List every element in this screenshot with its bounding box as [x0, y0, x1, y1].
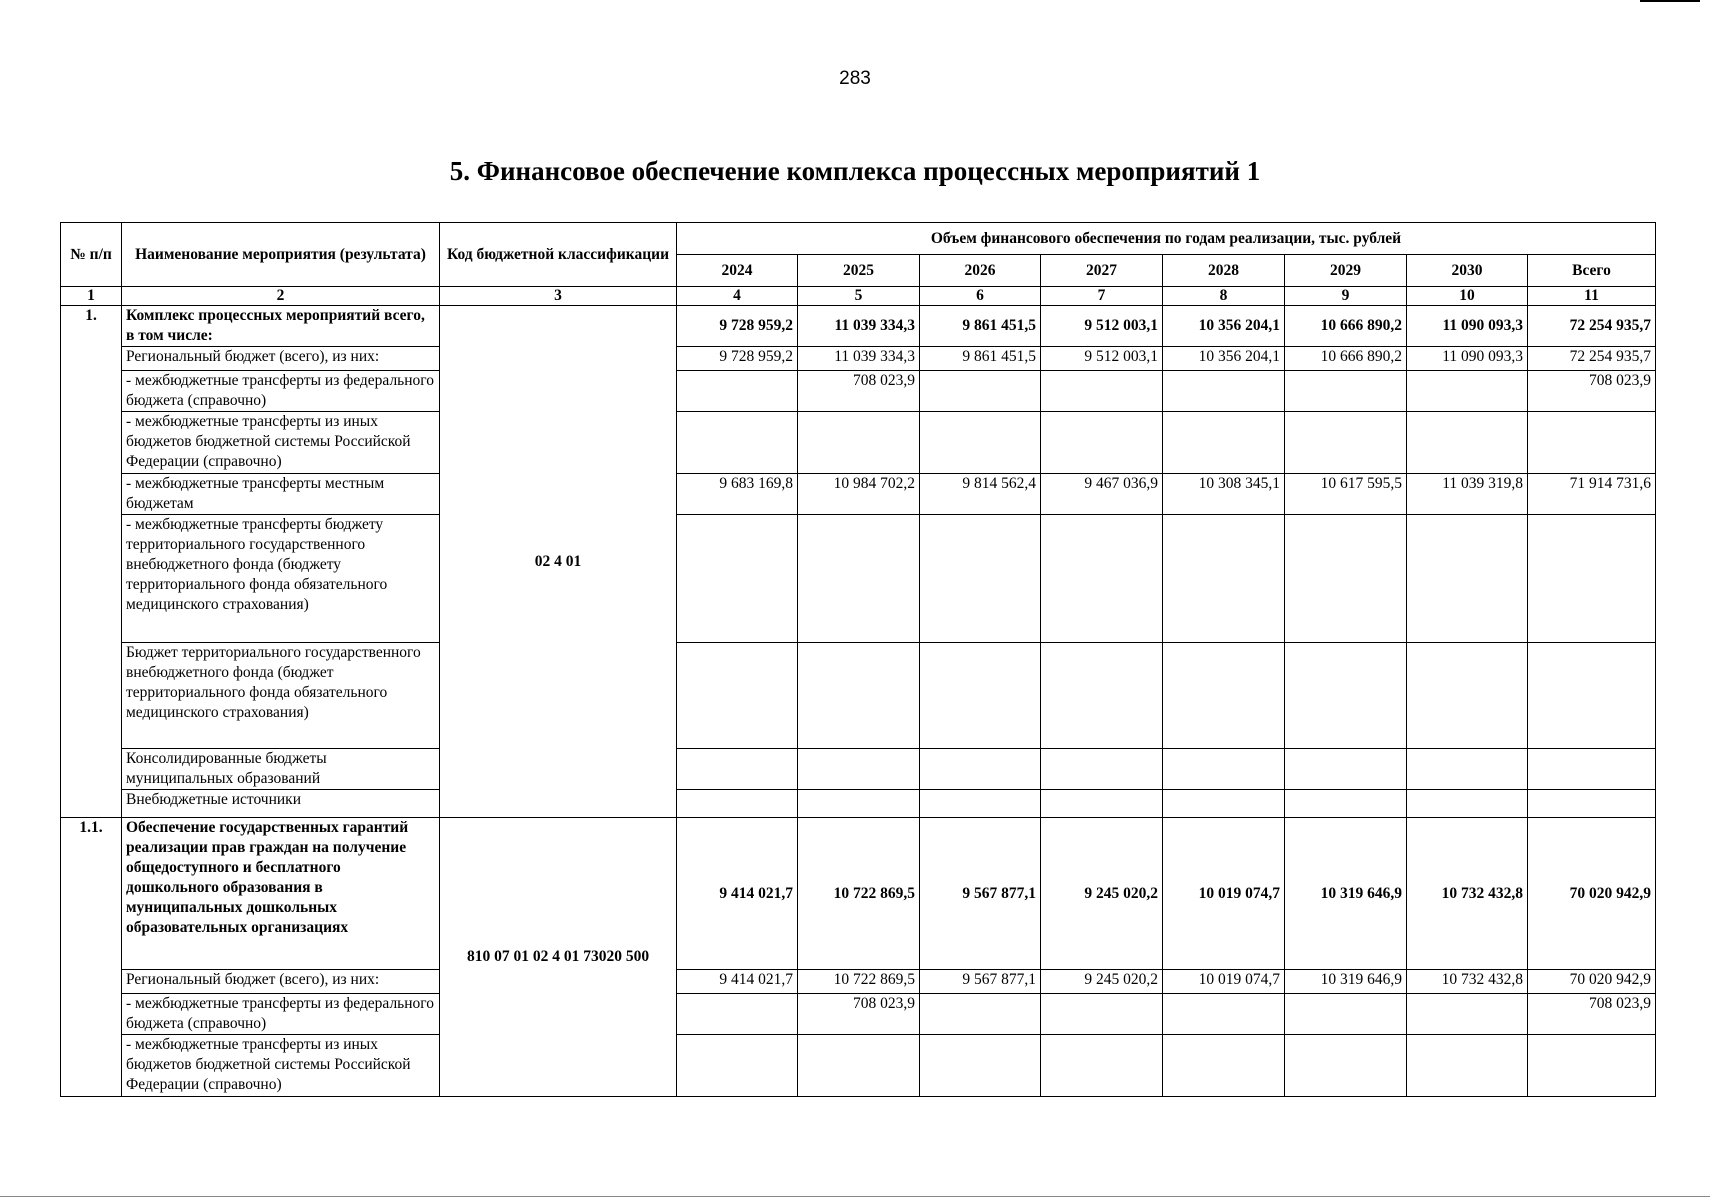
year-value: 708 023,9: [798, 371, 920, 412]
year-value: 9 567 877,1: [920, 970, 1041, 994]
year-value: 9 683 169,8: [677, 474, 798, 515]
budget-code: 02 4 01: [440, 306, 677, 818]
activity-name: - межбюджетные трансферты местным бюджетам: [122, 474, 440, 515]
year-value: [1285, 371, 1407, 412]
year-value: 9 414 021,7: [677, 970, 798, 994]
activity-name: Бюджет территориального государственного внебюджетного фонда (бюджет территориального фонда обязательного медицинского страхования): [122, 643, 440, 749]
column-number: 3: [440, 287, 677, 306]
year-value: [677, 515, 798, 643]
year-value: [677, 790, 798, 818]
year-value: [677, 749, 798, 790]
total-value: [1528, 643, 1656, 749]
year-value: [1163, 643, 1285, 749]
year-value: 10 666 890,2: [1285, 347, 1407, 371]
year-value: [1285, 790, 1407, 818]
year-value: 10 722 869,5: [798, 970, 920, 994]
year-value: [1163, 749, 1285, 790]
year-value: [1041, 994, 1163, 1035]
row-number: 1.: [61, 306, 122, 818]
column-number: 8: [1163, 287, 1285, 306]
table-row: [61, 643, 1656, 749]
year-value: 708 023,9: [798, 994, 920, 1035]
year-value: [798, 1035, 920, 1097]
table-row: [61, 749, 1656, 790]
year-value: 9 814 562,4: [920, 474, 1041, 515]
total-value: [1528, 749, 1656, 790]
activity-name: - межбюджетные трансферты бюджету территориального государственного внебюджетного фонда (бюджету территориального фонда обязательного медицинского страхования): [122, 515, 440, 643]
year-value: 10 319 646,9: [1285, 818, 1407, 970]
year-value: 10 666 890,2: [1285, 306, 1407, 347]
total-value: [1528, 412, 1656, 474]
year-value: 10 319 646,9: [1285, 970, 1407, 994]
header-volume: Объем финансового обеспечения по годам реализации, тыс. рублей: [677, 223, 1656, 255]
table-row: [61, 790, 1656, 818]
scan-edge-mark: [1640, 0, 1700, 2]
year-value: 10 308 345,1: [1163, 474, 1285, 515]
table-row: [61, 1035, 1656, 1097]
budget-code: 810 07 01 02 4 01 73020 500: [440, 818, 677, 1097]
total-value: 71 914 731,6: [1528, 474, 1656, 515]
activity-name: Обеспечение государственных гарантий реализации прав граждан на получение общедоступного и бесплатного дошкольного образования в муниципальных дошкольных образовательных организациях: [122, 818, 440, 970]
year-value: [1285, 643, 1407, 749]
year-value: [798, 412, 920, 474]
activity-name: Консолидированные бюджеты муниципальных образований: [122, 749, 440, 790]
year-value: [1041, 515, 1163, 643]
year-value: [1041, 1035, 1163, 1097]
year-value: [677, 643, 798, 749]
table-row: [61, 474, 1656, 515]
year-value: [920, 515, 1041, 643]
table-row: [61, 306, 1656, 347]
year-value: [798, 515, 920, 643]
activity-name: - межбюджетные трансферты из федерального бюджета (справочно): [122, 371, 440, 412]
column-number: 6: [920, 287, 1041, 306]
activity-name: - межбюджетные трансферты из федерального бюджета (справочно): [122, 994, 440, 1035]
year-value: 11 039 334,3: [798, 347, 920, 371]
year-value: [1407, 412, 1528, 474]
column-number: 11: [1528, 287, 1656, 306]
header-year: 2026: [920, 255, 1041, 287]
table-row: [61, 818, 1656, 970]
column-number: 5: [798, 287, 920, 306]
column-number: 1: [61, 287, 122, 306]
table-row: [61, 970, 1656, 994]
year-value: [1041, 371, 1163, 412]
year-value: [1163, 371, 1285, 412]
activity-name: Внебюджетные источники: [122, 790, 440, 818]
year-value: [1285, 412, 1407, 474]
total-value: 70 020 942,9: [1528, 970, 1656, 994]
row-number: 1.1.: [61, 818, 122, 1097]
year-value: 10 019 074,7: [1163, 818, 1285, 970]
activity-name: - межбюджетные трансферты из иных бюджетов бюджетной системы Российской Федерации (справочно): [122, 412, 440, 474]
year-value: 9 467 036,9: [1041, 474, 1163, 515]
year-value: 9 861 451,5: [920, 306, 1041, 347]
year-value: [1285, 749, 1407, 790]
column-number: 7: [1041, 287, 1163, 306]
year-value: 11 090 093,3: [1407, 347, 1528, 371]
column-number: 9: [1285, 287, 1407, 306]
activity-name: - межбюджетные трансферты из иных бюджетов бюджетной системы Российской Федерации (справочно): [122, 1035, 440, 1097]
year-value: 9 245 020,2: [1041, 970, 1163, 994]
year-value: [1041, 790, 1163, 818]
year-value: [677, 371, 798, 412]
year-value: [1163, 790, 1285, 818]
year-value: 10 722 869,5: [798, 818, 920, 970]
year-value: 10 984 702,2: [798, 474, 920, 515]
total-value: [1528, 1035, 1656, 1097]
year-value: 9 245 020,2: [1041, 818, 1163, 970]
year-value: 11 090 093,3: [1407, 306, 1528, 347]
year-value: [1407, 1035, 1528, 1097]
year-value: [1041, 643, 1163, 749]
year-value: [677, 1035, 798, 1097]
year-value: [920, 749, 1041, 790]
year-value: 9 728 959,2: [677, 306, 798, 347]
year-value: 10 617 595,5: [1285, 474, 1407, 515]
year-value: 9 567 877,1: [920, 818, 1041, 970]
header-year: 2030: [1407, 255, 1528, 287]
header-code: Код бюджетной классификации: [440, 223, 677, 287]
year-value: 11 039 334,3: [798, 306, 920, 347]
total-value: 72 254 935,7: [1528, 347, 1656, 371]
year-value: 10 732 432,8: [1407, 970, 1528, 994]
page-number: 283: [839, 68, 871, 89]
header-num: № п/п: [61, 223, 122, 287]
year-value: [798, 790, 920, 818]
activity-name: Региональный бюджет (всего), из них:: [122, 347, 440, 371]
year-value: [920, 994, 1041, 1035]
year-value: [920, 371, 1041, 412]
total-value: 708 023,9: [1528, 994, 1656, 1035]
activity-name: Региональный бюджет (всего), из них:: [122, 970, 440, 994]
table-row: [61, 412, 1656, 474]
year-value: 9 728 959,2: [677, 347, 798, 371]
year-value: [920, 1035, 1041, 1097]
year-value: [677, 994, 798, 1035]
header-year: 2025: [798, 255, 920, 287]
total-value: 708 023,9: [1528, 371, 1656, 412]
year-value: [1041, 412, 1163, 474]
year-value: [1407, 994, 1528, 1035]
total-value: 70 020 942,9: [1528, 818, 1656, 970]
year-value: [920, 790, 1041, 818]
financing-table: [60, 222, 1656, 1097]
year-value: [1407, 643, 1528, 749]
year-value: 9 512 003,1: [1041, 347, 1163, 371]
header-year: 2028: [1163, 255, 1285, 287]
year-value: [1163, 1035, 1285, 1097]
scan-edge-line: [0, 1196, 1710, 1197]
table-row: [61, 994, 1656, 1035]
year-value: 10 356 204,1: [1163, 347, 1285, 371]
year-value: [1041, 749, 1163, 790]
year-value: 11 039 319,8: [1407, 474, 1528, 515]
header-year: 2027: [1041, 255, 1163, 287]
column-number: 10: [1407, 287, 1528, 306]
year-value: 10 356 204,1: [1163, 306, 1285, 347]
year-value: 10 019 074,7: [1163, 970, 1285, 994]
year-value: [1163, 994, 1285, 1035]
column-number: 4: [677, 287, 798, 306]
year-value: 9 414 021,7: [677, 818, 798, 970]
year-value: [677, 412, 798, 474]
header-name: Наименование мероприятия (результата): [122, 223, 440, 287]
table-row: [61, 347, 1656, 371]
year-value: [1407, 790, 1528, 818]
year-value: [920, 412, 1041, 474]
table-row: [61, 515, 1656, 643]
year-value: [1285, 1035, 1407, 1097]
year-value: [798, 749, 920, 790]
year-value: [1407, 515, 1528, 643]
activity-name: Комплекс процессных мероприятий всего, в том числе:: [122, 306, 440, 347]
year-value: 9 861 451,5: [920, 347, 1041, 371]
year-value: [1285, 515, 1407, 643]
year-value: [1407, 371, 1528, 412]
year-value: 9 512 003,1: [1041, 306, 1163, 347]
year-value: [1163, 412, 1285, 474]
year-value: [798, 643, 920, 749]
year-value: [920, 643, 1041, 749]
column-number: 2: [122, 287, 440, 306]
header-year: 2029: [1285, 255, 1407, 287]
header-total: Всего: [1528, 255, 1656, 287]
header-year: 2024: [677, 255, 798, 287]
total-value: 72 254 935,7: [1528, 306, 1656, 347]
year-value: 10 732 432,8: [1407, 818, 1528, 970]
page-title: 5. Финансовое обеспечение комплекса процессных мероприятий 1: [449, 156, 1261, 186]
total-value: [1528, 790, 1656, 818]
total-value: [1528, 515, 1656, 643]
year-value: [1285, 994, 1407, 1035]
year-value: [1163, 515, 1285, 643]
table-row: [61, 371, 1656, 412]
year-value: [1407, 749, 1528, 790]
